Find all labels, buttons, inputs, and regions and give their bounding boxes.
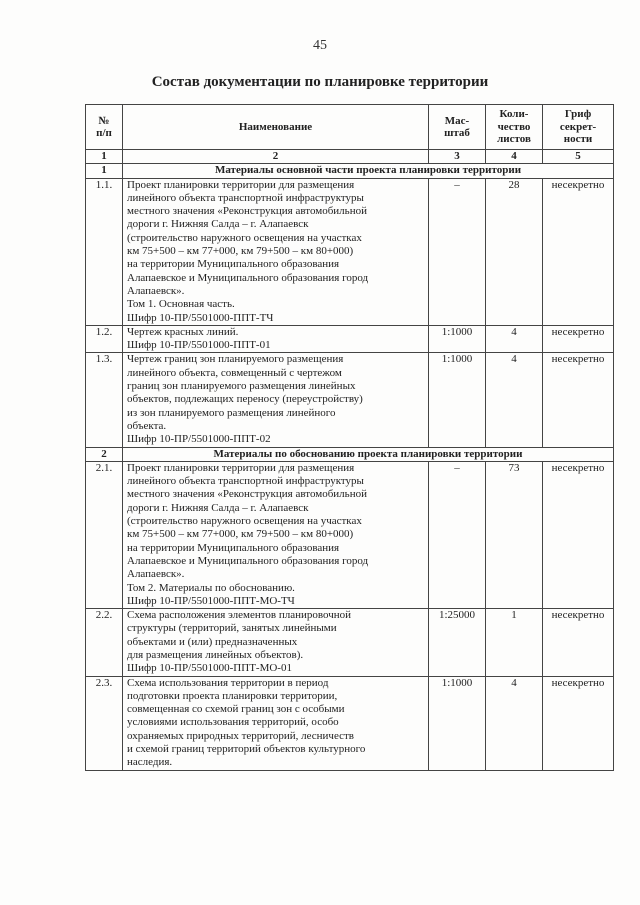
item-name-line: Чертеж красных линий. xyxy=(127,325,239,338)
item-name-line: Проект планировки территории для размещения xyxy=(127,178,355,191)
item-name-line: Алапаевск». xyxy=(127,568,185,581)
header-row xyxy=(86,105,614,150)
documentation-table xyxy=(85,104,614,771)
item-secrecy: несекретно xyxy=(543,353,614,447)
item-name-line: дороги г. Нижняя Салда – г. Алапаевск xyxy=(127,218,309,231)
item-number: 2.2. xyxy=(86,609,123,676)
column-number: 3 xyxy=(429,150,486,164)
item-name-line: км 75+500 – км 77+000, км 79+500 – км 80+000) xyxy=(127,528,354,541)
item-name-line: Том 2. Материалы по обоснованию. xyxy=(127,581,295,594)
item-secrecy: несекретно xyxy=(543,676,614,770)
item-name-line: Алапаевское и Муниципального образования город xyxy=(127,271,369,284)
item-name-line: линейного объекта транспортной инфраструктуры xyxy=(127,191,364,204)
section-header-row xyxy=(86,164,614,178)
item-name xyxy=(123,609,429,676)
item-name-line: Шифр 10-ПР/5501000-ППТ-МО-01 xyxy=(127,662,292,675)
page-number: 45 xyxy=(313,38,327,53)
item-name-line: охраняемых природных территорий, лесничеств xyxy=(127,729,355,742)
header-scale: Мас- штаб xyxy=(429,105,486,150)
table-row xyxy=(86,676,614,770)
item-secrecy: несекретно xyxy=(543,609,614,676)
table-row xyxy=(86,178,614,325)
item-name-line: объектами и (или) предназначенных xyxy=(127,635,298,648)
item-name-line: местного значения «Реконструкция автомобильной xyxy=(127,488,367,501)
item-scale: 1:1000 xyxy=(429,676,486,770)
item-name-line: местного значения «Реконструкция автомобильной xyxy=(127,205,367,218)
item-name-line: подготовки проекта планировки территории, xyxy=(127,689,338,702)
table-row xyxy=(86,461,614,608)
item-name-line: Шифр 10-ПР/5501000-ППТ-ТЧ xyxy=(127,311,274,324)
item-number: 2.1. xyxy=(86,461,123,608)
header-sheets: Коли- чество листов xyxy=(486,105,543,150)
item-name-line: км 75+500 – км 77+000, км 79+500 – км 80+000) xyxy=(127,245,354,258)
item-name-line: Шифр 10-ПР/5501000-ППТ-01 xyxy=(127,339,271,352)
item-name-line: (строительство наружного освещения на участках xyxy=(127,231,362,244)
item-name xyxy=(123,353,429,447)
item-name xyxy=(123,325,429,353)
header-grif: Гриф секрет- ности xyxy=(543,105,614,150)
document-title: Состав документации по планировке территории xyxy=(151,74,489,90)
item-name-line: Алапаевское и Муниципального образования город xyxy=(127,554,369,567)
section-header-row xyxy=(86,447,614,461)
section-number: 1 xyxy=(86,164,123,178)
item-name-line: линейного объекта, совмещенный с чертежом xyxy=(127,366,342,379)
item-name xyxy=(123,461,429,608)
item-scale: – xyxy=(429,178,486,325)
item-name-line: и схемой границ территорий объектов культурного xyxy=(127,743,366,756)
item-name-line: для размещения линейных объектов). xyxy=(127,648,304,661)
item-sheet-count: 4 xyxy=(486,676,543,770)
column-number: 4 xyxy=(486,150,543,164)
item-name xyxy=(123,676,429,770)
item-name-line: объектов, подлежащих переносу (переустройству) xyxy=(127,393,363,406)
item-name-line: структуры (территорий, занятых линейными xyxy=(127,622,337,635)
column-number: 5 xyxy=(543,150,614,164)
item-name-line: Проект планировки территории для размещения xyxy=(127,461,355,474)
section-title: Материалы по обоснованию проекта планировки территории xyxy=(123,447,614,461)
item-sheet-count: 28 xyxy=(486,178,543,325)
item-name-line: Схема расположения элементов планировочной xyxy=(127,609,352,622)
item-number: 1.3. xyxy=(86,353,123,447)
item-name-line: линейного объекта транспортной инфраструктуры xyxy=(127,475,364,488)
item-name-line: объекта. xyxy=(127,419,167,432)
item-sheet-count: 4 xyxy=(486,325,543,353)
item-scale: 1:25000 xyxy=(429,609,486,676)
item-number: 1.1. xyxy=(86,178,123,325)
item-name-line: условиями использования территорий, особо xyxy=(127,716,339,729)
item-secrecy: несекретно xyxy=(543,178,614,325)
item-sheet-count: 1 xyxy=(486,609,543,676)
item-name-line: Схема использования территории в период xyxy=(127,676,329,689)
item-name-line: совмещенная со схемой границ зон с особыми xyxy=(127,703,345,716)
item-name-line: наследия. xyxy=(127,756,173,769)
item-secrecy: несекретно xyxy=(543,461,614,608)
item-name xyxy=(123,178,429,325)
item-number: 1.2. xyxy=(86,325,123,353)
item-name-line: Алапаевск». xyxy=(127,284,185,297)
item-name-line: границ зон планируемого размещения линейных xyxy=(127,380,356,393)
table-row xyxy=(86,353,614,447)
table-row xyxy=(86,325,614,353)
item-number: 2.3. xyxy=(86,676,123,770)
item-secrecy: несекретно xyxy=(543,325,614,353)
item-name-line: дороги г. Нижняя Салда – г. Алапаевск xyxy=(127,501,309,514)
section-number: 2 xyxy=(86,447,123,461)
item-name-line: Шифр 10-ПР/5501000-ППТ-02 xyxy=(127,433,271,446)
item-name-line: (строительство наружного освещения на участках xyxy=(127,515,362,528)
item-sheet-count: 73 xyxy=(486,461,543,608)
section-title: Материалы основной части проекта планировки территории xyxy=(123,164,614,178)
item-name-line: Шифр 10-ПР/5501000-ППТ-МО-ТЧ xyxy=(127,594,295,607)
item-name-line: из зон планируемого размещения линейного xyxy=(127,406,336,419)
item-scale: 1:1000 xyxy=(429,325,486,353)
item-name-line: на территории Муниципального образования xyxy=(127,258,340,271)
item-sheet-count: 4 xyxy=(486,353,543,447)
column-number: 1 xyxy=(86,150,123,164)
column-number-row xyxy=(86,150,614,164)
table-row xyxy=(86,609,614,676)
header-name: Наименование xyxy=(123,105,429,150)
item-name-line: Том 1. Основная часть. xyxy=(127,298,235,311)
item-name-line: на территории Муниципального образования xyxy=(127,541,340,554)
column-number: 2 xyxy=(123,150,429,164)
item-name-line: Чертеж границ зон планируемого размещения xyxy=(127,353,344,366)
item-scale: – xyxy=(429,461,486,608)
header-no: № п/п xyxy=(86,105,123,150)
item-scale: 1:1000 xyxy=(429,353,486,447)
